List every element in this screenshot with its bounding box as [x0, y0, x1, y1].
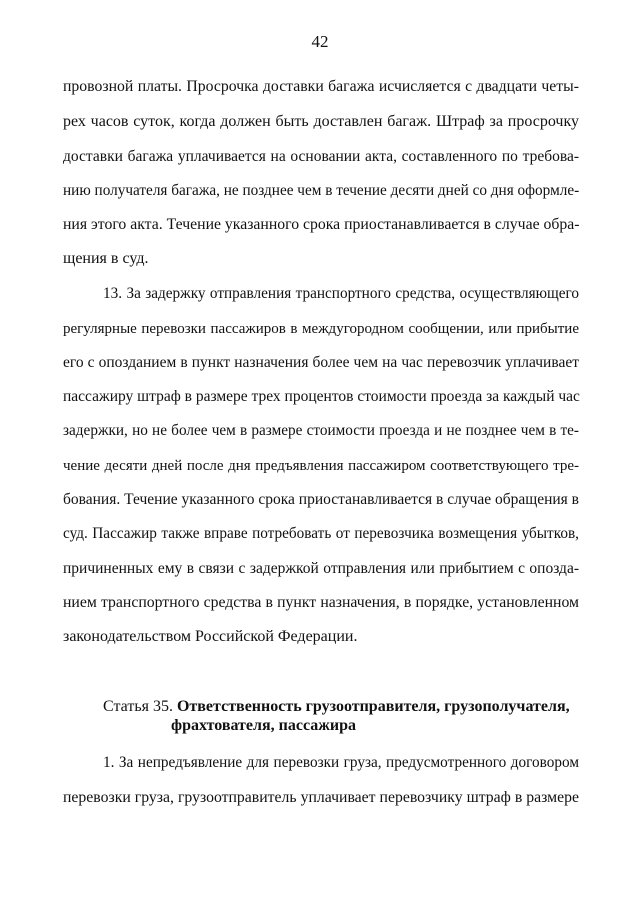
- paragraph-line: нию получателя багажа, не позднее чем в течение десяти дней со дня оформле-: [63, 182, 580, 199]
- paragraph-line: щения в суд.: [63, 250, 149, 267]
- article-title: Ответственность грузоотправителя, грузополучателя,: [176, 698, 570, 715]
- article-heading: [103, 697, 570, 717]
- paragraph-line: суд. Пассажир также вправе потребовать от перевозчика возмещения убытков,: [63, 525, 579, 542]
- paragraph-line: пассажиру штраф в размере трех процентов стоимости проезда за каждый час: [63, 388, 580, 405]
- paragraph-line: ния этого акта. Течение указанного срока приостанавливается в случае обра-: [63, 216, 580, 233]
- page-number: 42: [311, 32, 329, 51]
- paragraph-line: 1. За непредъявление для перевозки груза, предусмотренного договором: [103, 754, 579, 771]
- paragraph-line: бования. Течение указанного срока приостанавливается в случае обращения в: [63, 491, 580, 508]
- paragraph-line: провозной платы. Просрочка доставки багажа исчисляется с двадцати четы-: [63, 78, 579, 95]
- paragraph-line: нием транспортного средства в пункт назначения, в порядке, установленном: [63, 594, 579, 611]
- paragraph-line: чение десяти дней после дня предъявления пассажиром соответствующего тре-: [63, 458, 579, 474]
- paragraph-line: доставки багажа уплачивается на основании акта, составленного по требова-: [63, 148, 579, 165]
- paragraph-line: 13. За задержку отправления транспортного средства, осуществляющего: [103, 285, 579, 302]
- paragraph-line: регулярные перевозки пассажиров в междугородном сообщении, или прибытие: [63, 321, 579, 337]
- paragraph-line: перевозки груза, грузоотправитель уплачивает перевозчику штраф в размере: [63, 789, 579, 806]
- article-number: Статья 35.: [103, 698, 173, 715]
- paragraph-line: его с опозданием в пункт назначения более чем на час перевозчик уплачивает: [63, 354, 579, 371]
- article-title-continuation: фрахтователя, пассажира: [171, 717, 356, 734]
- paragraph-line: законодательством Российской Федерации.: [63, 628, 358, 645]
- paragraph-line: причиненных ему в связи с задержкой отправления или прибытием с опозда-: [63, 560, 579, 577]
- paragraph-line: рех часов суток, когда должен быть доставлен багаж. Штраф за просрочку: [63, 113, 579, 130]
- paragraph-line: задержки, но не более чем в размере стоимости проезда и не позднее чем в те-: [63, 422, 579, 439]
